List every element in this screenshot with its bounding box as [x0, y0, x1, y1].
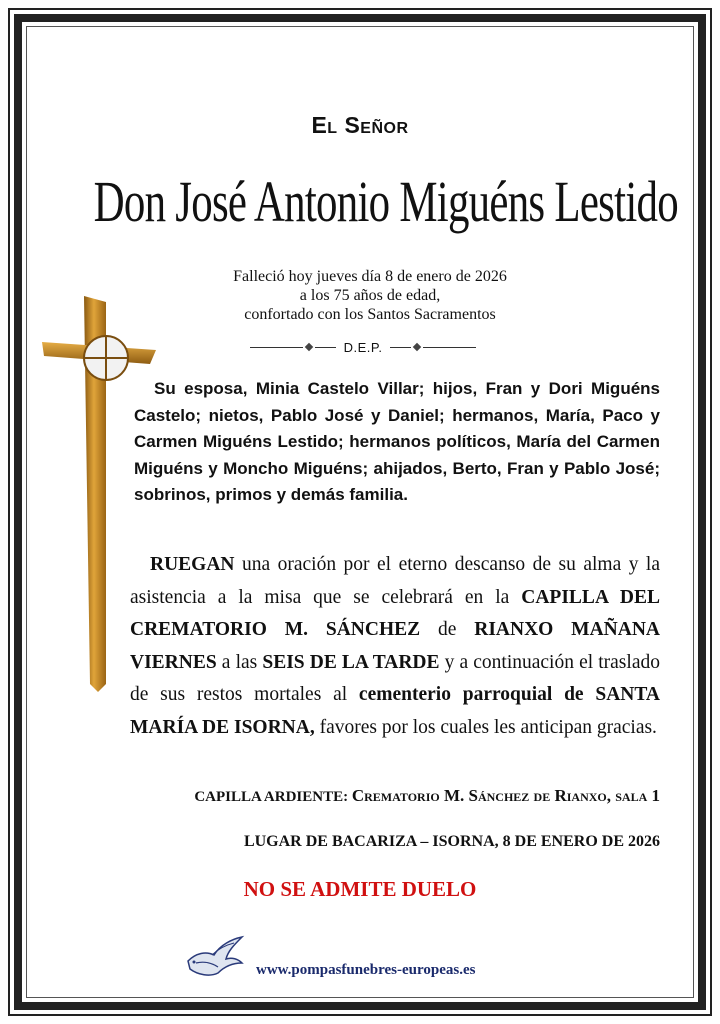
place-date: LUGAR DE BACARIZA – ISORNA, 8 DE ENERO DE 2026: [243, 833, 660, 850]
request-text-4: y a continuación el traslado de sus restos mortales al: [130, 651, 660, 705]
dep-divider: [250, 340, 476, 354]
diamond-ornament-left-icon: [304, 343, 312, 351]
death-line-2: a los 75 años de edad,: [299, 287, 441, 304]
request-time: SEIS DE LA TARDE: [262, 651, 440, 673]
request-text-5: favores por los cuales les anticipan gracias.: [314, 716, 657, 738]
request-cemetery: cementerio parroquial de SANTA MARÍA DE ISORNA,: [130, 684, 660, 738]
divider-line-right-short: [390, 347, 411, 348]
divider-line-left: [250, 347, 303, 348]
chapel-value: Crematorio M. Sánchez de Rianxo, sala 1: [351, 786, 660, 805]
dove-logo-icon: [182, 933, 246, 981]
death-line-1: Falleció hoy jueves día 8 de enero de 2026: [233, 268, 507, 285]
honorific-title: El Señor: [311, 112, 409, 138]
death-details: [160, 267, 580, 324]
request-ruegan: RUEGAN: [150, 554, 235, 575]
family-list: Su esposa, Minia Castelo Villar; hijos, Fran y Dori Miguéns Castelo; nietos, Pablo José y Daniel; hermanos, María, Paco y Carmen Miguéns Lestido; hermanos políticos, María del Carmen Miguéns y Moncho Miguéns; ahijados, Berto, Fran y Pablo José; sobrinos, primos y demás familia.: [134, 379, 660, 504]
dep-label: D.E.P.: [343, 339, 383, 355]
request-chapel: CAPILLA DEL CREMATORIO M. SÁNCHEZ: [130, 586, 660, 640]
request-text-2: de: [420, 619, 475, 640]
request-text-1: una oración por el eterno descanso de su alma y la asistencia a la misa que se celebrará en la: [130, 554, 660, 608]
deceased-name: Don José Antonio Miguéns Lestido: [93, 169, 678, 234]
website-link[interactable]: www.pompasfunebres-europeas.es: [256, 962, 476, 978]
no-condolence-notice: NO SE ADMITE DUELO: [243, 877, 477, 901]
diamond-ornament-right-icon: [413, 343, 421, 351]
chapel-label: CAPILLA ARDIENTE:: [194, 789, 352, 805]
chapel-line: [120, 786, 660, 806]
request-text-3: a las: [216, 651, 263, 673]
divider-line-left-short: [315, 347, 336, 348]
request-town-day: RIANXO MAÑANA VIERNES: [130, 619, 660, 673]
divider-line-right: [423, 347, 476, 348]
request-paragraph: [130, 549, 660, 744]
death-line-3: confortado con los Santos Sacramentos: [244, 306, 496, 323]
